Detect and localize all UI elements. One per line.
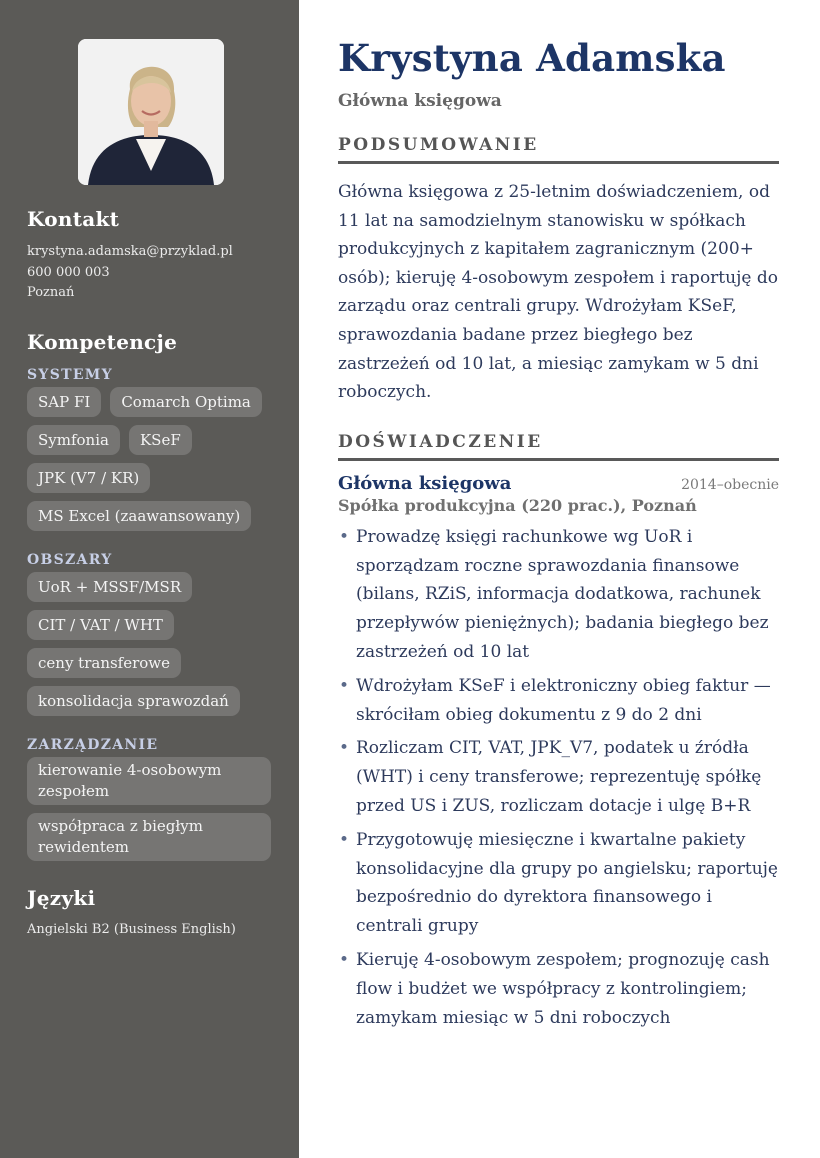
job-bullet: • Przygotowuję miesięczne i kwartalne pakiety konsolidacyjne dla grupy po angielsku; raportuję bezpośrednio do dyrektora finansowego i centrali grupy [356, 826, 779, 941]
skill-chip: UoR + MSSF/MSR [27, 572, 192, 602]
skills-chips-areas [27, 572, 272, 724]
job-header [338, 473, 779, 494]
languages-heading: Języki [27, 885, 96, 910]
portrait-image [78, 39, 224, 185]
job-bullet: • Prowadzę księgi rachunkowe wg UoR i sporządzam roczne sprawozdania finansowe (bilans, RZiS, informacja dodatkowa, rachunek przepływów pieniężnych); badania biegłego bez zastrzeżeń od 10 lat [356, 523, 779, 667]
skills-group-title: ZARZĄDZANIE [27, 736, 159, 753]
sidebar [0, 0, 299, 1158]
skills-group-title: OBSZARY [27, 551, 113, 568]
city-text: Poznań [27, 285, 75, 300]
summary-text: Główna księgowa z 25-letnim doświadczeniem, od 11 lat na samodzielnym stanowisku w spółkach produkcyjnych z kapitałem zagranicznym (200+ osób); kieruję 4-osobowym zespołem i raportuję do zarządu oraz centrali grupy. Wdrożyłam KSeF, sprawozdania badane przez biegłego bez zastrzeżeń od 10 lat, a miesiąc zamykam w 5 dni roboczych. [338, 182, 778, 403]
job-bullet: • Kieruję 4-osobowym zespołem; prognozuję cash flow i budżet we współpracy z kontrolingiem; zamykam miesiąc w 5 dni roboczych [356, 946, 779, 1032]
job-bullet: • Wdrożyłam KSeF i elektroniczny obieg faktur — skróciłam obieg dokumentu z 9 do 2 dni [356, 672, 779, 730]
contact-heading: Kontakt [27, 207, 120, 231]
skill-chip: Symfonia [27, 425, 120, 455]
skill-chip: CIT / VAT / WHT [27, 610, 174, 640]
email-text: krystyna.adamska@przyklad.pl [27, 244, 233, 259]
skill-chip: konsolidacja sprawozdań [27, 686, 240, 716]
main-content [299, 0, 820, 1158]
skill-chip: Comarch Optima [110, 387, 262, 417]
skills-group-title: SYSTEMY [27, 366, 113, 383]
skill-chip: SAP FI [27, 387, 101, 417]
experience-heading: DOŚWIADCZENIE [338, 432, 779, 461]
skill-chip: współpraca z biegłym rewidentem [27, 813, 271, 861]
job-company: Spółka produkcyjna (220 prac.), Poznań [338, 495, 697, 515]
skill-chip: MS Excel (zaawansowany) [27, 501, 251, 531]
skill-chip: kierowanie 4-osobowym zespołem [27, 757, 271, 805]
job-title: Główna księgowa [338, 472, 512, 494]
job-dates: 2014–obecnie [681, 476, 779, 493]
phone-text: 600 000 003 [27, 264, 110, 280]
person-name: Krystyna Adamska [338, 36, 726, 80]
job-bullets [338, 523, 779, 1033]
skills-heading: Kompetencje [27, 329, 178, 354]
profile-photo [78, 39, 224, 185]
contact-block [27, 242, 272, 304]
language-text: Angielski B2 (Business English) [27, 921, 236, 937]
person-role: Główna księgowa [338, 91, 502, 111]
skills-chips-systems [27, 387, 272, 539]
skill-chip: JPK (V7 / KR) [27, 463, 150, 493]
job-bullet: • Rozliczam CIT, VAT, JPK_V7, podatek u źródła (WHT) i ceny transferowe; reprezentuję spółkę przed US i ZUS, rozliczam dotacje i ulgę B+R [356, 734, 779, 820]
skills-chips-management [27, 757, 272, 869]
skill-chip: ceny transferowe [27, 648, 181, 678]
summary-heading: PODSUMOWANIE [338, 135, 779, 164]
skill-chip: KSeF [129, 425, 192, 455]
